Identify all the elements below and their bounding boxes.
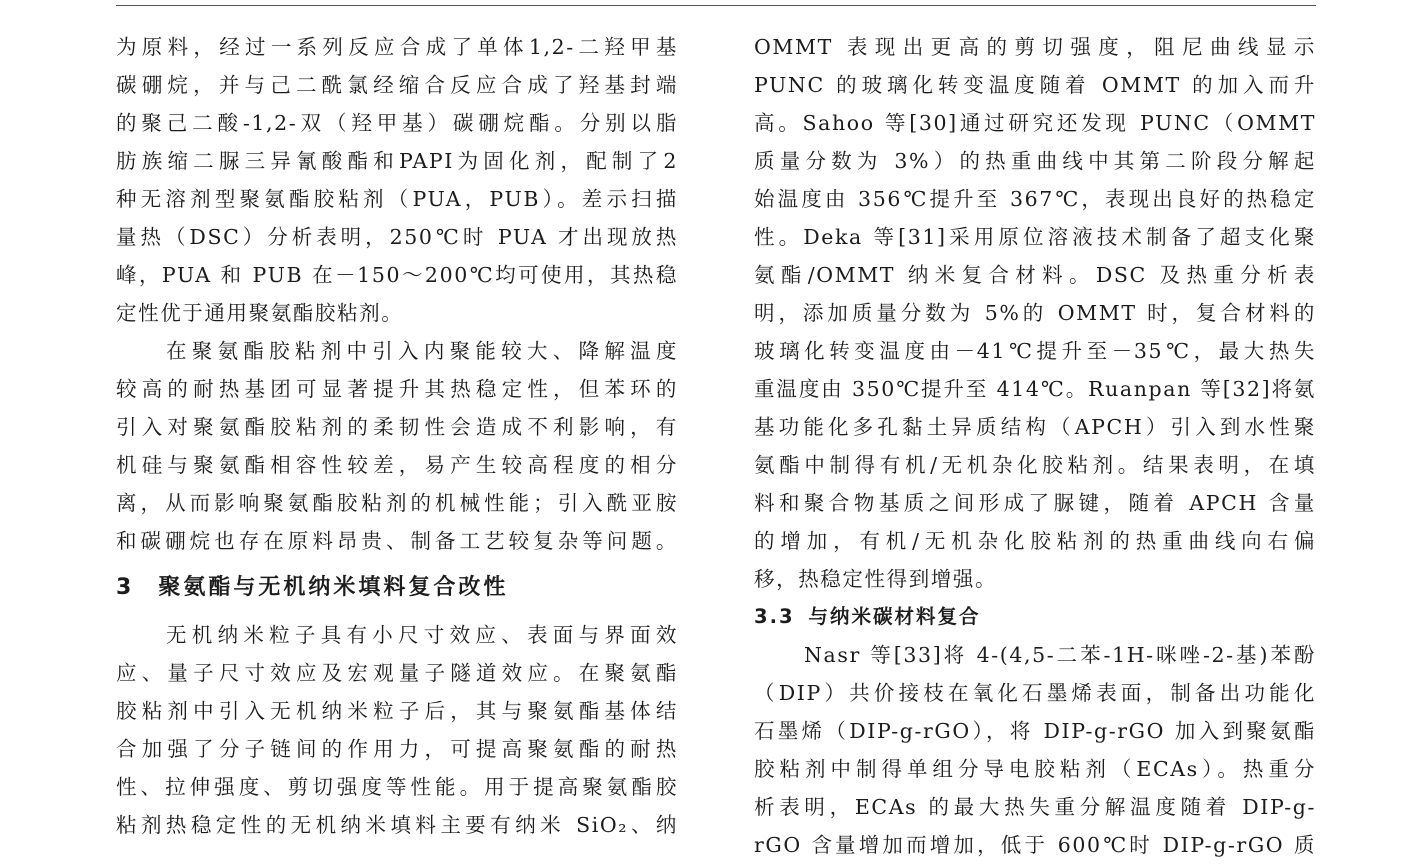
text-line: 应、量子尺寸效应及宏观量子隧道效应。在聚氨酯 [116,661,678,685]
text-line: 的聚己二酸-1,2-双（羟甲基）碳硼烷酯。分别以脂 [116,111,678,135]
text-line: 引入对聚氨酯胶粘剂的柔韧性会造成不利影响，有 [116,415,678,439]
section-heading [116,560,678,616]
text-line: 离，从而影响聚氨酯胶粘剂的机械性能；引入酰亚胺 [116,491,678,515]
text-line: 氨酯中制得有机/无机杂化胶粘剂。结果表明，在填 [754,453,1316,477]
text-line: 较高的耐热基团可显著提升其热稳定性，但苯环的 [116,377,678,401]
text-line: 氨酯/OMMT 纳米复合材料。DSC 及热重分析表 [754,263,1316,287]
text-line: 峰，PUA 和 PUB 在－150～200℃均可使用，其热稳 [116,263,678,287]
text-line: 石墨烯（DIP-g-rGO），将 DIP-g-rGO 加入到聚氨酯 [754,719,1316,743]
subsection-heading [754,598,1316,636]
right-column [754,28,1316,864]
text-line: 性、拉伸强度、剪切强度等性能。用于提高聚氨酯胶 [116,775,678,799]
text-line: 重温度由 350℃提升至 414℃。Ruanpan 等[32]将氨 [754,377,1316,401]
paragraph-inorganic-nanoparticles [116,616,678,844]
paragraph-nano-carbon [754,636,1316,864]
text-line: 胶粘剂中制得单组分导电胶粘剂（ECAs）。热重分 [754,757,1316,781]
text-line: 粘剂热稳定性的无机纳米填料主要有纳米 SiO₂、纳 [116,813,678,837]
header-rule [116,5,1316,6]
text-line: 始温度由 356℃提升至 367℃，表现出良好的热稳定 [754,187,1316,211]
text-line: 的增加，有机/无机杂化胶粘剂的热重曲线向右偏 [754,529,1316,553]
text-line: 移，热稳定性得到增强。 [754,567,998,591]
text-line: 无机纳米粒子具有小尺寸效应、表面与界面效 [166,623,678,647]
text-line: 料和聚合物基质之间形成了脲键，随着 APCH 含量 [754,491,1316,515]
section-title: 聚氨酯与无机纳米填料复合改性 [158,575,509,600]
text-line: 碳硼烷，并与己二酰氯经缩合反应合成了羟基封端 [116,73,678,97]
text-line: OMMT 表现出更高的剪切强度，阻尼曲线显示 [754,35,1316,59]
text-line: 种无溶剂型聚氨酯胶粘剂（PUA，PUB）。差示扫描 [116,187,678,211]
paragraph-heat-resistant-groups [116,332,678,560]
section-number: 3 [116,575,135,600]
text-line: 胶粘剂中引入无机纳米粒子后，其与聚氨酯基体结 [116,699,678,723]
text-line: 机硅与聚氨酯相容性较差，易产生较高程度的相分 [116,453,678,477]
text-line: 和碳硼烷也存在原料昂贵、制备工艺较复杂等问题。 [116,529,678,553]
text-line: 在聚氨酯胶粘剂中引入内聚能较大、降解温度 [166,339,678,363]
paragraph-carborane [116,28,678,332]
text-line: 质量分数为 3%）的热重曲线中其第二阶段分解起 [754,149,1316,173]
text-line: 量热（DSC）分析表明，250℃时 PUA 才出现放热 [116,225,678,249]
text-line: 高。Sahoo 等[30]通过研究还发现 PUNC（OMMT [754,111,1316,135]
text-line: 基功能化多孔黏土异质结构（APCH）引入到水性聚 [754,415,1316,439]
left-column [116,28,678,844]
text-line: PUNC 的玻璃化转变温度随着 OMMT 的加入而升 [754,73,1316,97]
text-line: 析表明，ECAs 的最大热失重分解温度随着 DIP-g- [754,795,1316,819]
text-line: 肪族缩二脲三异氰酸酯和PAPI为固化剂，配制了2 [116,149,678,173]
text-line: rGO 含量增加而增加，低于 600℃时 DIP-g-rGO 质 [754,833,1316,857]
subsection-number: 3.3 [754,605,795,628]
text-line: （DIP）共价接枝在氧化石墨烯表面，制备出功能化 [754,681,1316,705]
text-line: 玻璃化转变温度由－41℃提升至－35℃，最大热失 [754,339,1316,363]
text-line: 为原料，经过一系列反应合成了单体1,2-二羟甲基 [116,35,678,59]
text-line: 性。Deka 等[31]采用原位溶液技术制备了超支化聚 [754,225,1316,249]
text-line: 定性优于通用聚氨酯胶粘剂。 [116,301,404,325]
text-line: 合加强了分子链间的作用力，可提高聚氨酯的耐热 [116,737,678,761]
subsection-title: 与纳米碳材料复合 [808,605,981,628]
text-line: 明，添加质量分数为 5%的 OMMT 时，复合材料的 [754,301,1316,325]
text-line: Nasr 等[33]将 4-(4,5-二苯-1H-咪唑-2-基)苯酚 [804,643,1316,667]
paragraph-ommt [754,28,1316,598]
